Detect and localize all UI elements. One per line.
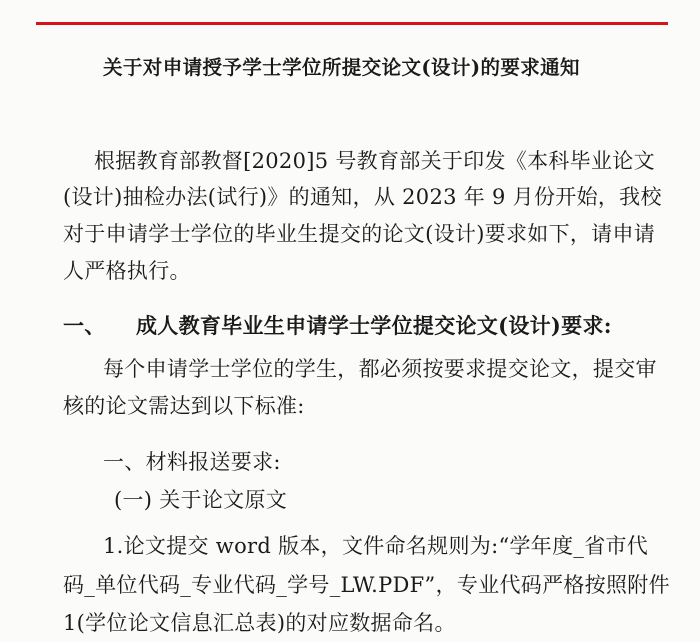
subsubsection-heading: (一) 关于论文原文 bbox=[114, 488, 288, 512]
subsection-heading: 一、材料报送要求: bbox=[103, 450, 281, 474]
section-heading: 成人教育毕业生申请学士学位提交论文(设计)要求: bbox=[136, 313, 612, 338]
notice-title: 关于对申请授予学士学位所提交论文(设计)的要求通知 bbox=[103, 56, 580, 79]
item1-line-2: 码_单位代码_专业代码_学号_LW.PDF”，专业代码严格按照附件 bbox=[63, 573, 670, 597]
intro-line-1: 根据教育部教督[2020]5 号教育部关于印发《本科毕业论文 bbox=[94, 149, 655, 173]
red-header-rule bbox=[36, 22, 668, 25]
item1-line-1: 1.论文提交 word 版本，文件命名规则为:“学年度_省市代 bbox=[103, 534, 649, 558]
intro-line-4: 人严格执行。 bbox=[63, 259, 191, 283]
para1-line-1: 每个申请学士学位的学生，都必须按要求提交论文，提交审 bbox=[103, 357, 657, 381]
section-number: 一、 bbox=[63, 313, 106, 338]
intro-line-3: 对于申请学士学位的毕业生提交的论文(设计)要求如下，请申请 bbox=[63, 222, 656, 246]
para1-line-2: 核的论文需达到以下标准: bbox=[63, 394, 305, 418]
item1-line-3: 1(学位论文信息汇总表)的对应数据命名。 bbox=[63, 611, 456, 635]
intro-line-2: (设计)抽检办法(试行)》的通知，从 2023 年 9 月份开始，我校 bbox=[63, 185, 662, 209]
